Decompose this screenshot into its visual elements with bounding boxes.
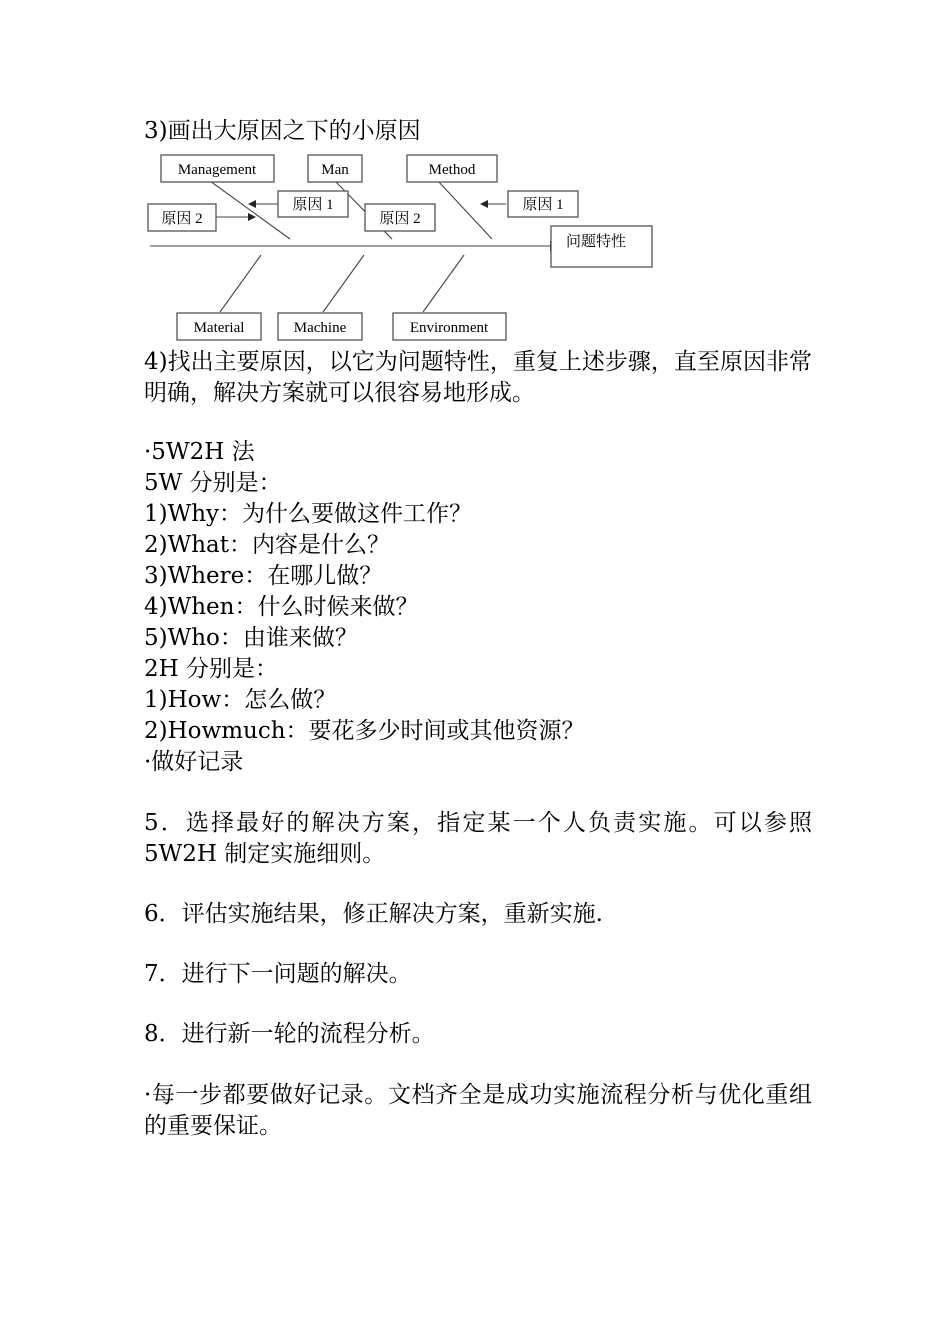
box-cause1-a bbox=[278, 191, 348, 217]
h-item-howmuch: 2)Howmuch：要花多少时间或其他资源？ bbox=[144, 718, 585, 744]
arrowhead-cause1-a bbox=[248, 200, 256, 208]
record-note: ·做好记录 bbox=[144, 749, 244, 775]
label-material: Material bbox=[193, 320, 245, 336]
fishbone-diagram bbox=[140, 150, 660, 346]
label-management: Management bbox=[177, 162, 257, 178]
label-machine: Machine bbox=[293, 320, 347, 336]
box-cause1-b bbox=[508, 191, 578, 217]
bone-material bbox=[220, 255, 261, 312]
box-effect bbox=[551, 226, 652, 267]
box-material bbox=[177, 313, 261, 340]
w-item-what: 2)What：内容是什么？ bbox=[144, 532, 391, 558]
w-item-where: 3)Where：在哪儿做？ bbox=[144, 563, 383, 589]
step6-paragraph: 6．评估实施结果，修正解决方案，重新实施. bbox=[144, 901, 603, 927]
box-cause2-b bbox=[365, 204, 435, 231]
bone-machine bbox=[323, 255, 364, 312]
step8-paragraph: 8．进行新一轮的流程分析。 bbox=[144, 1021, 435, 1047]
step3-heading: 3)画出大原因之下的小原因 bbox=[144, 118, 421, 144]
closing-paragraph: ·每一步都要做好记录。文档齐全是成功实施流程分析与优化重组的重要保证。 bbox=[144, 1082, 812, 1139]
w-intro: 5W 分别是： bbox=[144, 470, 282, 496]
box-man bbox=[308, 155, 362, 182]
label-cause1-a: 原因 1 bbox=[292, 197, 334, 213]
label-method: Method bbox=[428, 162, 476, 178]
box-machine bbox=[278, 313, 362, 340]
step7-paragraph: 7．进行下一问题的解决。 bbox=[144, 961, 412, 987]
box-environment bbox=[393, 313, 506, 340]
box-cause2-a bbox=[148, 204, 216, 231]
method-title: ·5W2H 法 bbox=[144, 439, 255, 465]
w-item-who: 5)Who：由谁来做？ bbox=[144, 625, 358, 651]
box-management bbox=[161, 155, 274, 182]
box-method bbox=[407, 155, 497, 182]
label-effect: 问题特性 bbox=[565, 234, 627, 250]
arrowhead-cause1-b bbox=[480, 200, 488, 208]
label-environment: Environment bbox=[409, 320, 489, 336]
step5-paragraph: 5．选择最好的解决方案，指定某一个人负责实施。可以参照 5W2H 制定实施细则。 bbox=[144, 810, 812, 867]
h-intro: 2H 分别是： bbox=[144, 656, 279, 682]
label-man: Man bbox=[321, 162, 349, 178]
w-item-why: 1)Why：为什么要做这件工作？ bbox=[144, 501, 473, 527]
step4-paragraph: 4)找出主要原因，以它为问题特性，重复上述步骤，直至原因非常明确，解决方案就可以很容易地形成。 bbox=[144, 349, 812, 406]
label-cause2-a: 原因 2 bbox=[161, 211, 203, 227]
label-cause2-b: 原因 2 bbox=[379, 211, 421, 227]
label-cause1-b: 原因 1 bbox=[522, 197, 564, 213]
w-item-when: 4)When：什么时候来做？ bbox=[144, 594, 419, 620]
bone-environment bbox=[423, 255, 464, 312]
bone-method bbox=[438, 181, 492, 239]
arrowhead-cause2-a bbox=[248, 213, 256, 221]
h-item-how: 1)How：怎么做？ bbox=[144, 687, 337, 713]
